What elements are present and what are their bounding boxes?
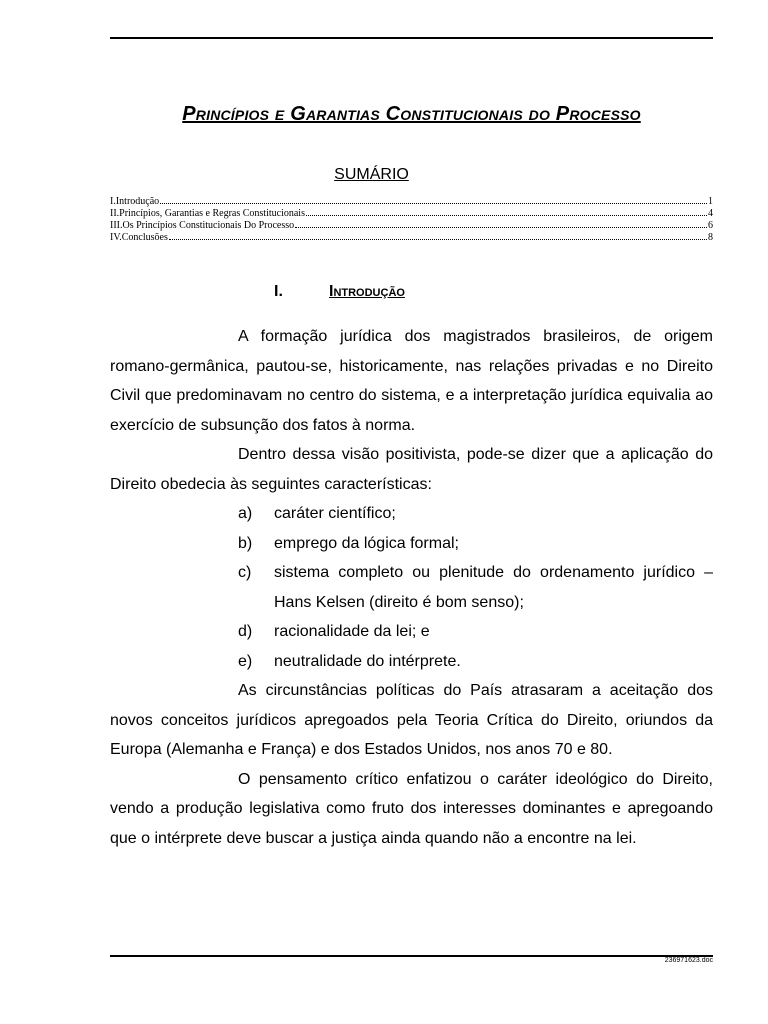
list-item-text: racionalidade da lei; e bbox=[274, 623, 430, 640]
toc-leader bbox=[295, 227, 707, 228]
section-heading bbox=[274, 283, 405, 301]
footer-filename: 236971623.doc bbox=[664, 957, 713, 964]
toc-entry-label: I.Introdução bbox=[110, 196, 160, 207]
toc-entry-label: III.Os Princípios Constitucionais Do Processo bbox=[110, 220, 295, 231]
list-item bbox=[110, 558, 713, 617]
toc-entry[interactable] bbox=[110, 208, 713, 220]
toc-entry-page: 1 bbox=[708, 196, 713, 207]
section-number: I. bbox=[274, 283, 283, 300]
paragraph: O pensamento crítico enfatizou o caráter ideológico do Direito, vendo a produção legislativa como fruto dos interesses dominantes e apregoando que o intérprete deve buscar a justiça ainda quando não a encontre na lei. bbox=[110, 770, 713, 847]
paragraph: Dentro dessa visão positivista, pode-se dizer que a aplicação do Direito obedecia às seguintes características: bbox=[110, 446, 713, 493]
list-item-text: sistema completo ou plenitude do ordenamento jurídico – Hans Kelsen (direito é bom senso); bbox=[274, 564, 713, 611]
list-item bbox=[110, 529, 713, 559]
table-of-contents bbox=[110, 196, 713, 244]
paragraph: As circunstâncias políticas do País atrasaram a aceitação dos novos conceitos jurídicos apregoados pela Teoria Crítica do Direito, oriundos da Europa (Alemanha e França) e dos Estados Unidos, nos anos 70 e 80. bbox=[110, 682, 713, 758]
toc-heading: SUMÁRIO bbox=[334, 166, 409, 183]
list-marker: d) bbox=[238, 623, 253, 640]
list-marker: b) bbox=[238, 534, 253, 552]
characteristics-list bbox=[110, 499, 713, 676]
list-marker: e) bbox=[238, 652, 253, 670]
toc-entry[interactable] bbox=[110, 232, 713, 244]
list-marker: a) bbox=[238, 505, 253, 522]
toc-leader bbox=[160, 203, 707, 204]
body-text bbox=[110, 322, 713, 853]
toc-entry-page: 6 bbox=[708, 220, 713, 231]
list-item bbox=[110, 617, 713, 647]
toc-entry[interactable] bbox=[110, 196, 713, 208]
list-item bbox=[110, 499, 713, 529]
toc-entry[interactable] bbox=[110, 220, 713, 232]
toc-entry-label: II.Princípios, Garantias e Regras Constitucionais bbox=[110, 208, 305, 219]
toc-leader bbox=[306, 215, 707, 216]
paragraph: A formação jurídica dos magistrados brasileiros, de origem romano-germânica, pautou-se, historicamente, nas relações privadas e no Direito Civil que predominavam no centro do sistema, e a interpretação jurídica equivalia ao exercício de subsunção dos fatos à norma. bbox=[110, 328, 713, 434]
toc-entry-label: IV.Conclusões bbox=[110, 232, 168, 243]
footer-rule bbox=[110, 955, 713, 957]
toc-entry-page: 4 bbox=[708, 208, 713, 219]
list-item-text: neutralidade do intérprete. bbox=[274, 652, 461, 670]
section-title: Introdução bbox=[329, 283, 405, 300]
list-marker: c) bbox=[238, 564, 252, 581]
toc-leader bbox=[169, 239, 707, 240]
list-item bbox=[110, 647, 713, 677]
document-title: Princípios e Garantias Constitucionais do Processo bbox=[182, 103, 641, 125]
header-rule bbox=[110, 37, 713, 39]
list-item-text: caráter científico; bbox=[274, 505, 396, 522]
list-item-text: emprego da lógica formal; bbox=[274, 534, 459, 552]
toc-entry-page: 8 bbox=[708, 232, 713, 243]
